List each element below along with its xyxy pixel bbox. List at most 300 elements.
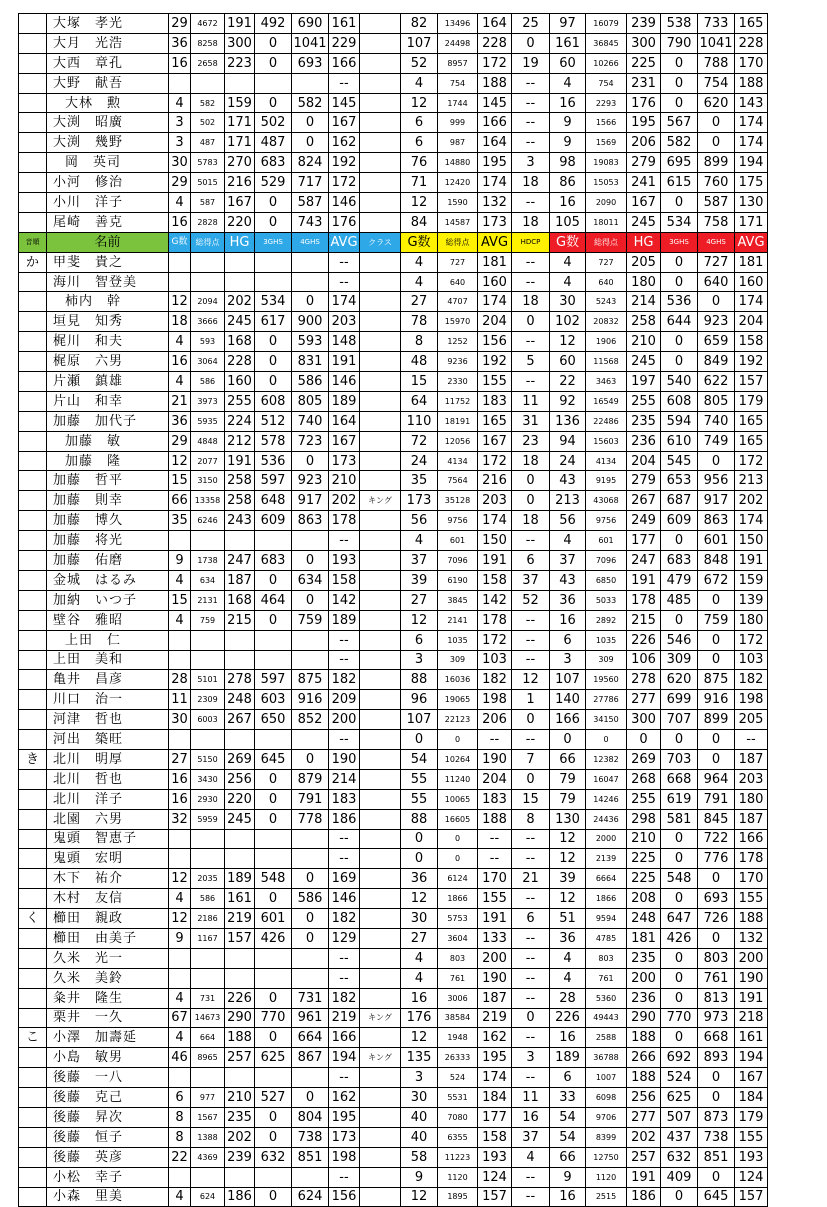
hs4-3-cell: 917 <box>698 491 735 511</box>
total3-cell: 14246 <box>586 789 627 809</box>
total3-cell: 754 <box>586 73 627 93</box>
g2-cell: 55 <box>401 789 438 809</box>
g3-cell: 16 <box>550 610 586 630</box>
class-cell <box>360 252 401 272</box>
name-cell: 加藤 加代子 <box>47 411 169 431</box>
g3-cell: 66 <box>550 749 586 769</box>
total1-cell: 1738 <box>191 551 225 571</box>
initial-cell <box>19 1147 47 1167</box>
avg3-cell: 155 <box>735 889 768 909</box>
hg1-cell: 191 <box>225 14 255 34</box>
g1-cell <box>169 252 191 272</box>
g3-cell: 9 <box>550 133 586 153</box>
g1-cell: 66 <box>169 491 191 511</box>
g1-cell: 28 <box>169 670 191 690</box>
name-cell: 小松 幸子 <box>47 1167 169 1187</box>
initial-cell: か <box>19 252 47 272</box>
hg1-cell: 191 <box>225 451 255 471</box>
hg3-cell: 195 <box>627 113 661 133</box>
hs4-1-cell <box>292 1068 329 1088</box>
avg1-cell: 146 <box>329 372 360 392</box>
hs4-3-cell: 0 <box>698 749 735 769</box>
avg3-cell: 205 <box>735 710 768 730</box>
class-cell <box>360 1167 401 1187</box>
g1-cell <box>169 849 191 869</box>
initial-cell <box>19 849 47 869</box>
hdcp-cell: -- <box>512 610 550 630</box>
g3-cell: 107 <box>550 670 586 690</box>
hs3-1-cell: 645 <box>255 749 292 769</box>
total3-cell: 19560 <box>586 670 627 690</box>
total2-cell: 10264 <box>438 749 478 769</box>
hs4-3-cell: 875 <box>698 670 735 690</box>
avg2-cell: 172 <box>478 630 512 650</box>
g1-cell: 3 <box>169 133 191 153</box>
total3-cell: 6664 <box>586 869 627 889</box>
g1-cell: 27 <box>169 749 191 769</box>
total1-cell <box>191 730 225 750</box>
hs4-3-cell: 0 <box>698 1088 735 1108</box>
hs4-3-cell: 0 <box>698 113 735 133</box>
avg2-cell: 155 <box>478 372 512 392</box>
avg3-cell: 165 <box>735 411 768 431</box>
class-cell <box>360 909 401 929</box>
table-row <box>19 1107 768 1127</box>
hg3-cell: 186 <box>627 1187 661 1207</box>
hs4-3-cell: 0 <box>698 630 735 650</box>
g1-cell: 29 <box>169 173 191 193</box>
g2-cell: 0 <box>401 829 438 849</box>
header-avg1: AVG <box>329 232 360 252</box>
g1-cell: 16 <box>169 769 191 789</box>
initial-cell <box>19 411 47 431</box>
hs3-1-cell: 609 <box>255 511 292 531</box>
hs4-3-cell: 0 <box>698 292 735 312</box>
initial-cell <box>19 372 47 392</box>
hs4-1-cell: 900 <box>292 312 329 332</box>
header-g2: G数 <box>401 232 438 252</box>
hs4-3-cell: 848 <box>698 551 735 571</box>
hs3-3-cell: 790 <box>661 33 698 53</box>
hs4-1-cell: 0 <box>292 869 329 889</box>
total2-cell: 16605 <box>438 809 478 829</box>
g2-cell: 24 <box>401 451 438 471</box>
initial-cell <box>19 570 47 590</box>
total2-cell: 14587 <box>438 212 478 232</box>
hs3-3-cell: 409 <box>661 1167 698 1187</box>
g3-cell: 60 <box>550 53 586 73</box>
total3-cell: 16549 <box>586 391 627 411</box>
avg1-cell: 200 <box>329 710 360 730</box>
hdcp-cell: 0 <box>512 312 550 332</box>
total2-cell: 7096 <box>438 551 478 571</box>
hs4-1-cell: 1041 <box>292 33 329 53</box>
class-cell <box>360 352 401 372</box>
g2-cell: 56 <box>401 511 438 531</box>
g2-cell: 84 <box>401 212 438 232</box>
total3-cell: 4134 <box>586 451 627 471</box>
avg1-cell: 164 <box>329 411 360 431</box>
hs4-1-cell: 863 <box>292 511 329 531</box>
hg3-cell: 225 <box>627 53 661 73</box>
name-cell: 片瀬 鎮雄 <box>47 372 169 392</box>
avg2-cell: 174 <box>478 292 512 312</box>
hs3-1-cell: 492 <box>255 14 292 34</box>
avg1-cell: -- <box>329 730 360 750</box>
avg1-cell: 198 <box>329 1147 360 1167</box>
total2-cell: 38584 <box>438 1008 478 1028</box>
total3-cell: 6850 <box>586 570 627 590</box>
total1-cell: 2828 <box>191 212 225 232</box>
name-cell: 加藤 隆 <box>47 451 169 471</box>
hs3-3-cell: 545 <box>661 451 698 471</box>
total1-cell: 5935 <box>191 411 225 431</box>
hdcp-cell: 0 <box>512 1008 550 1028</box>
hg3-cell: 278 <box>627 670 661 690</box>
name-cell: 上田 仁 <box>47 630 169 650</box>
hs4-1-cell <box>292 849 329 869</box>
hg1-cell: 269 <box>225 749 255 769</box>
total2-cell: 0 <box>438 829 478 849</box>
name-cell: 大塚 孝光 <box>47 14 169 34</box>
total3-cell: 16079 <box>586 14 627 34</box>
total1-cell: 3666 <box>191 312 225 332</box>
table-row <box>19 451 768 471</box>
total1-cell: 13358 <box>191 491 225 511</box>
hg1-cell: 171 <box>225 133 255 153</box>
avg1-cell: -- <box>329 1068 360 1088</box>
g2-cell: 16 <box>401 988 438 1008</box>
total1-cell: 2077 <box>191 451 225 471</box>
total1-cell: 5101 <box>191 670 225 690</box>
avg3-cell: 124 <box>735 1167 768 1187</box>
hg3-cell: 290 <box>627 1008 661 1028</box>
class-cell <box>360 610 401 630</box>
hg3-cell: 298 <box>627 809 661 829</box>
hdcp-cell: 25 <box>512 14 550 34</box>
hg1-cell: 245 <box>225 312 255 332</box>
hs3-3-cell: 0 <box>661 352 698 372</box>
table-row <box>19 411 768 431</box>
table-row <box>19 33 768 53</box>
hs3-1-cell: 683 <box>255 153 292 173</box>
name-cell: 木下 祐介 <box>47 869 169 889</box>
g2-cell: 173 <box>401 491 438 511</box>
g2-cell: 27 <box>401 590 438 610</box>
total3-cell: 43068 <box>586 491 627 511</box>
g3-cell: 98 <box>550 153 586 173</box>
class-cell <box>360 1068 401 1088</box>
g3-cell: 16 <box>550 1187 586 1207</box>
table-row <box>19 909 768 929</box>
hg3-cell: 106 <box>627 650 661 670</box>
avg1-cell: 146 <box>329 889 360 909</box>
hs3-3-cell: 707 <box>661 710 698 730</box>
total1-cell: 5015 <box>191 173 225 193</box>
g1-cell: 16 <box>169 212 191 232</box>
hs4-3-cell: 693 <box>698 889 735 909</box>
header-name: 名前 <box>47 232 169 252</box>
name-cell: 櫛田 親政 <box>47 909 169 929</box>
g2-cell: 96 <box>401 690 438 710</box>
g2-cell: 48 <box>401 352 438 372</box>
g2-cell: 0 <box>401 849 438 869</box>
hg3-cell: 231 <box>627 73 661 93</box>
avg1-cell: 145 <box>329 93 360 113</box>
hs3-1-cell: 0 <box>255 193 292 213</box>
table-row <box>19 113 768 133</box>
name-cell: 加藤 哲平 <box>47 471 169 491</box>
hg3-cell: 235 <box>627 948 661 968</box>
initial-cell <box>19 1008 47 1028</box>
total2-cell: 5531 <box>438 1088 478 1108</box>
g3-cell: 16 <box>550 193 586 213</box>
name-cell: 河津 哲也 <box>47 710 169 730</box>
avg3-cell: 130 <box>735 193 768 213</box>
hdcp-cell: 6 <box>512 909 550 929</box>
hs4-1-cell <box>292 968 329 988</box>
table-row <box>19 570 768 590</box>
hdcp-cell: 4 <box>512 1147 550 1167</box>
g2-cell: 176 <box>401 1008 438 1028</box>
hs4-3-cell: 759 <box>698 610 735 630</box>
avg2-cell: -- <box>478 849 512 869</box>
table-row <box>19 471 768 491</box>
hs4-1-cell: 852 <box>292 710 329 730</box>
hdcp-cell: 52 <box>512 590 550 610</box>
name-cell: 後藤 克己 <box>47 1088 169 1108</box>
hs4-1-cell: 0 <box>292 292 329 312</box>
hs3-1-cell: 608 <box>255 391 292 411</box>
initial-cell <box>19 1048 47 1068</box>
hs3-1-cell: 0 <box>255 988 292 1008</box>
initial-cell <box>19 551 47 571</box>
hs3-1-cell: 0 <box>255 212 292 232</box>
hdcp-cell: -- <box>512 948 550 968</box>
hdcp-cell: 0 <box>512 491 550 511</box>
initial-cell <box>19 630 47 650</box>
hdcp-cell: 18 <box>512 173 550 193</box>
avg1-cell: 192 <box>329 153 360 173</box>
hs4-1-cell: 0 <box>292 451 329 471</box>
hg1-cell: 171 <box>225 113 255 133</box>
table-row <box>19 551 768 571</box>
initial-cell <box>19 292 47 312</box>
hdcp-cell: -- <box>512 531 550 551</box>
initial-cell <box>19 113 47 133</box>
g3-cell: 86 <box>550 173 586 193</box>
g2-cell: 12 <box>401 610 438 630</box>
hs3-3-cell: 0 <box>661 1187 698 1207</box>
g1-cell: 4 <box>169 570 191 590</box>
avg2-cell: 142 <box>478 590 512 610</box>
g3-cell: 9 <box>550 1167 586 1187</box>
avg2-cell: 177 <box>478 1107 512 1127</box>
class-cell <box>360 789 401 809</box>
hg3-cell: 248 <box>627 909 661 929</box>
avg1-cell: 202 <box>329 491 360 511</box>
g2-cell: 12 <box>401 93 438 113</box>
initial-cell: こ <box>19 1028 47 1048</box>
hs4-1-cell: 917 <box>292 491 329 511</box>
g2-cell: 54 <box>401 749 438 769</box>
name-cell: 金城 はるみ <box>47 570 169 590</box>
name-cell: 岡 英司 <box>47 153 169 173</box>
hg1-cell: 223 <box>225 53 255 73</box>
hdcp-cell: -- <box>512 630 550 650</box>
hs3-1-cell: 0 <box>255 809 292 829</box>
hs4-3-cell: 813 <box>698 988 735 1008</box>
hdcp-cell: -- <box>512 1028 550 1048</box>
avg1-cell: 167 <box>329 431 360 451</box>
hs3-3-cell: 0 <box>661 252 698 272</box>
table-row <box>19 133 768 153</box>
total2-cell: 524 <box>438 1068 478 1088</box>
name-cell: 上田 美和 <box>47 650 169 670</box>
hdcp-cell: -- <box>512 928 550 948</box>
total3-cell: 49443 <box>586 1008 627 1028</box>
name-cell: 尾崎 善克 <box>47 212 169 232</box>
total2-cell: 1744 <box>438 93 478 113</box>
avg1-cell: 156 <box>329 1187 360 1207</box>
hg3-cell: 255 <box>627 391 661 411</box>
hs3-3-cell: 0 <box>661 988 698 1008</box>
total2-cell: 0 <box>438 730 478 750</box>
hs4-3-cell: 776 <box>698 849 735 869</box>
hdcp-cell: -- <box>512 889 550 909</box>
hg3-cell: 245 <box>627 212 661 232</box>
initial-cell <box>19 710 47 730</box>
avg3-cell: 179 <box>735 391 768 411</box>
hs3-1-cell: 0 <box>255 1028 292 1048</box>
class-cell <box>360 928 401 948</box>
total2-cell: 35128 <box>438 491 478 511</box>
hdcp-cell: 0 <box>512 769 550 789</box>
hg1-cell <box>225 968 255 988</box>
g3-cell: 92 <box>550 391 586 411</box>
total3-cell: 1035 <box>586 630 627 650</box>
hdcp-cell: -- <box>512 372 550 392</box>
avg1-cell: 158 <box>329 570 360 590</box>
hs3-3-cell: 615 <box>661 173 698 193</box>
table-row <box>19 968 768 988</box>
hg3-cell: 277 <box>627 690 661 710</box>
avg3-cell: 174 <box>735 133 768 153</box>
g3-cell: 30 <box>550 292 586 312</box>
g3-cell: 161 <box>550 33 586 53</box>
hdcp-cell: 3 <box>512 1048 550 1068</box>
total2-cell: 6124 <box>438 869 478 889</box>
g3-cell: 39 <box>550 869 586 889</box>
avg2-cell: 188 <box>478 73 512 93</box>
avg3-cell: 143 <box>735 93 768 113</box>
hs4-1-cell: 0 <box>292 749 329 769</box>
g2-cell: 9 <box>401 1167 438 1187</box>
g3-cell: 226 <box>550 1008 586 1028</box>
total1-cell: 2035 <box>191 869 225 889</box>
hg1-cell: 168 <box>225 332 255 352</box>
hg3-cell: 241 <box>627 173 661 193</box>
hs4-3-cell: 668 <box>698 1028 735 1048</box>
hg1-cell: 159 <box>225 93 255 113</box>
avg3-cell: 159 <box>735 570 768 590</box>
total2-cell: 640 <box>438 272 478 292</box>
initial-cell <box>19 809 47 829</box>
name-cell: 大西 章孔 <box>47 53 169 73</box>
table-row <box>19 670 768 690</box>
header-total3: 総得点 <box>586 232 627 252</box>
g2-cell: 40 <box>401 1107 438 1127</box>
hs4-1-cell: 875 <box>292 670 329 690</box>
hdcp-cell: -- <box>512 650 550 670</box>
class-cell <box>360 1028 401 1048</box>
avg2-cell: 191 <box>478 551 512 571</box>
hs4-3-cell: 672 <box>698 570 735 590</box>
hs4-3-cell: 0 <box>698 133 735 153</box>
total3-cell: 9594 <box>586 909 627 929</box>
avg3-cell: 166 <box>735 829 768 849</box>
hs4-3-cell: 0 <box>698 1068 735 1088</box>
total3-cell: 309 <box>586 650 627 670</box>
total2-cell: 1252 <box>438 332 478 352</box>
avg2-cell: 172 <box>478 451 512 471</box>
g2-cell: 35 <box>401 471 438 491</box>
avg1-cell: 183 <box>329 789 360 809</box>
total1-cell <box>191 1167 225 1187</box>
hg3-cell: 268 <box>627 769 661 789</box>
hg3-cell: 178 <box>627 590 661 610</box>
hdcp-cell: 0 <box>512 710 550 730</box>
total3-cell: 0 <box>586 730 627 750</box>
hs4-3-cell: 0 <box>698 451 735 471</box>
total2-cell: 4134 <box>438 451 478 471</box>
g3-cell: 51 <box>550 909 586 929</box>
hs4-1-cell <box>292 730 329 750</box>
class-cell <box>360 531 401 551</box>
hg1-cell: 220 <box>225 789 255 809</box>
hg3-cell: 236 <box>627 988 661 1008</box>
hs3-3-cell: 647 <box>661 909 698 929</box>
class-cell <box>360 551 401 571</box>
g1-cell: 46 <box>169 1048 191 1068</box>
g3-cell: 4 <box>550 948 586 968</box>
avg1-cell: 173 <box>329 451 360 471</box>
avg3-cell: 213 <box>735 471 768 491</box>
hg3-cell: 239 <box>627 14 661 34</box>
class-cell <box>360 590 401 610</box>
total1-cell: 3973 <box>191 391 225 411</box>
avg2-cell: 155 <box>478 889 512 909</box>
avg3-cell: 191 <box>735 988 768 1008</box>
g3-cell: 37 <box>550 551 586 571</box>
hg1-cell: 160 <box>225 372 255 392</box>
total2-cell: 6190 <box>438 570 478 590</box>
initial-cell <box>19 948 47 968</box>
total3-cell: 5360 <box>586 988 627 1008</box>
class-cell <box>360 272 401 292</box>
name-cell: 加藤 博久 <box>47 511 169 531</box>
hs4-1-cell: 723 <box>292 431 329 451</box>
g2-cell: 27 <box>401 292 438 312</box>
hs3-1-cell <box>255 630 292 650</box>
g1-cell <box>169 1068 191 1088</box>
hg3-cell: 226 <box>627 630 661 650</box>
hs3-3-cell: 0 <box>661 968 698 988</box>
total1-cell: 759 <box>191 610 225 630</box>
table-row <box>19 531 768 551</box>
hg1-cell: 226 <box>225 988 255 1008</box>
initial-cell <box>19 968 47 988</box>
